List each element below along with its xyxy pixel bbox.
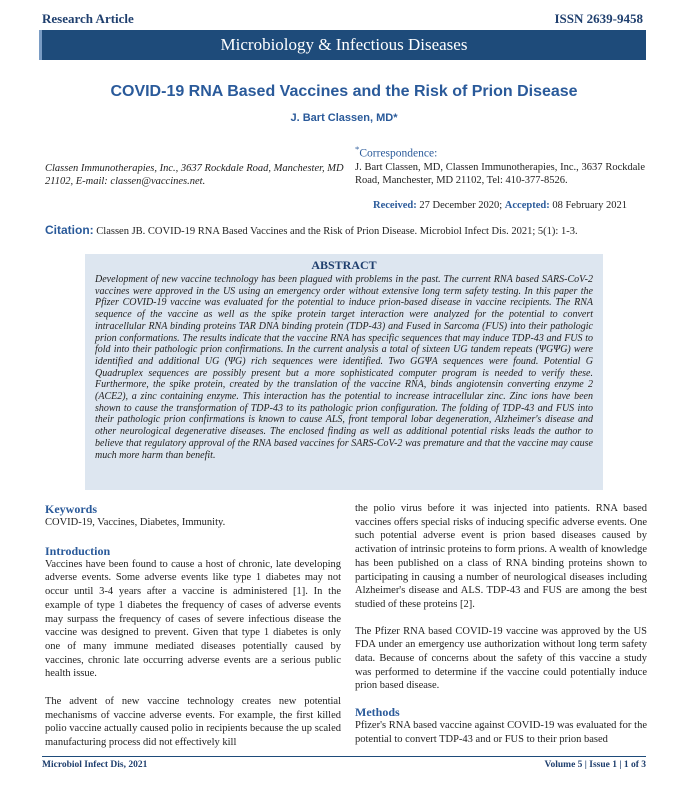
footer-divider [42,756,646,757]
journal-banner: Microbiology & Infectious Diseases [42,30,646,60]
intro-paragraph-2: The advent of new vaccine technology creates new potential mechanisms of vaccine adverse events. For example, the first killed polio vaccine actually caused polio in recipients because the up scaled manufacturing process did not effectively kill [45,696,341,749]
footer-journal: Microbiol Infect Dis, 2021 [42,760,148,770]
correspondence-text: J. Bart Classen, MD, Classen Immunotherapies, Inc., 3637 Rockdale Road, Manchester, MD 21102, Tel: 410-377-8526. [355,161,645,186]
abstract-box [85,254,603,490]
accepted-date: 08 February 2021 [552,199,627,211]
issn: ISSN 2639-9458 [554,11,643,26]
methods-heading: Methods [355,705,400,720]
citation-label: Citation: [45,223,94,237]
citation [45,223,650,237]
dates [355,199,645,212]
methods-paragraph-1: Pfizer's RNA based vaccine against COVID-19 was evaluated for the potential to convert TDP-43 and or FUS to their prion based [355,720,647,745]
left-column [45,502,341,750]
keywords-heading: Keywords [45,502,97,516]
affiliation: Classen Immunotherapies, Inc., 3637 Rockdale Road, Manchester, MD 21102, E-mail: classen@vaccines.net. [45,163,344,187]
accepted-label: Accepted: [504,199,550,211]
keywords-text: COVID-19, Vaccines, Diabetes, Immunity. [45,517,226,528]
right-column [355,502,647,747]
introduction-heading: Introduction [45,543,111,558]
intro-paragraph-3: The Pfizer RNA based COVID-19 vaccine was approved by the US FDA under an emergency use authorization without long term safety data. Because of concerns about the safety of this vaccine a study was performed to determine if the vaccine could potentially induce prion based disease. [355,625,647,692]
received-date: 27 December 2020; [419,199,503,211]
received-label: Received: [373,199,417,211]
citation-text: Classen JB. COVID-19 RNA Based Vaccines and the Risk of Prion Disease. Microbiol Infect Dis. 2021; 5(1): 1-3. [96,226,578,237]
abstract-text: Development of new vaccine technology has been plagued with problems in the past. The current RNA based SARS-CoV-2 vaccines were approved in the US using an emergency order without extensive long term safety testing. In this paper the Pfizer COVID-19 vaccine was evaluated for the potential to induce prion-based disease in vaccine recipients. The RNA sequence of the vaccine as well as the spike protein target interaction were analyzed for the potential to convert intracellular RNA binding proteins TAR DNA binding protein (TDP-43) and Fused in Sarcoma (FUS) into their pathologic prion conformations. The results indicate that the vaccine RNA has specific sequences that may induce TDP-43 and FUS to fold into their pathologic prion confirmations. In the current analysis a total of sixteen UG tandem repeats (ΨGΨG) were identified and additional UG (ΨG) rich sequences were identified. Two GGΨA sequences were found. Potential G Quadruplex sequences are possibly present but a more sophisticated computer program is needed to verify these. Furthermore, the spike protein, created by the translation of the vaccine RNA, binds angiotensin converting enzyme 2 (ACE2), a zinc containing enzyme. This interaction has the potential to increase intracellular zinc. Zinc ions have been shown to cause the transformation of TDP-43 to its pathologic prion configuration. The folding of TDP-43 and FUS into their pathologic prion confirmations is known to cause ALS, front temporal lobar degeneration, Alzheimer's disease and other neurological degenerative diseases. The enclosed finding as well as additional potential risks leads the author to believe that regulatory approval of the RNA based vaccines for SARS-CoV-2 was premature and that the vaccine may cause much more harm than benefit. [95,274,593,461]
author: J. Bart Classen, MD* [290,112,398,124]
intro-paragraph-1: Vaccines have been found to cause a host of chronic, late developing adverse events. Some adverse events like type 1 diabetes may not occur until 3-4 years after a vaccine is administered [1]. In the example of type 1 diabetes the frequency of cases of adverse events may surpass the frequency of cases of severe infectious disease the vaccine was designed to prevent. Given that type 1 diabetes is only one of many immune mediated diseases potentially caused by vaccines, chronic late occurring adverse events are a serious public health issue. [45,558,341,680]
article-type: Research Article [42,11,134,26]
paper-title: COVID-19 RNA Based Vaccines and the Risk of Prion Disease [110,83,578,100]
abstract-heading: ABSTRACT [311,258,377,272]
correspondence-block: *Correspondence: J. Bart Classen, MD, Classen Immunotherapies, Inc., 3637 Rockdale Road, Manchester, MD 21102, Tel: 410-377-8526. Received: 27 December 2020; Accepted: 08 February 2021 [355,144,645,211]
intro-paragraph-2-continued: the polio virus before it was injected into patients. RNA based vaccines offers special risks of inducing specific adverse events. One such potential adverse event is prion based diseases caused by activation of intrinsic proteins to form prions. A wealth of knowledge has been published on a class of RNA binding proteins shown to participating in causing a number of neurological diseases including Alzheimer's disease and ALS. TDP-43 and FUS are among the best studied of these proteins [2]. [355,503,647,610]
footer-volume: Volume 5 | Issue 1 | 1 of 3 [544,760,646,770]
correspondence-label: Correspondence: [359,147,438,160]
